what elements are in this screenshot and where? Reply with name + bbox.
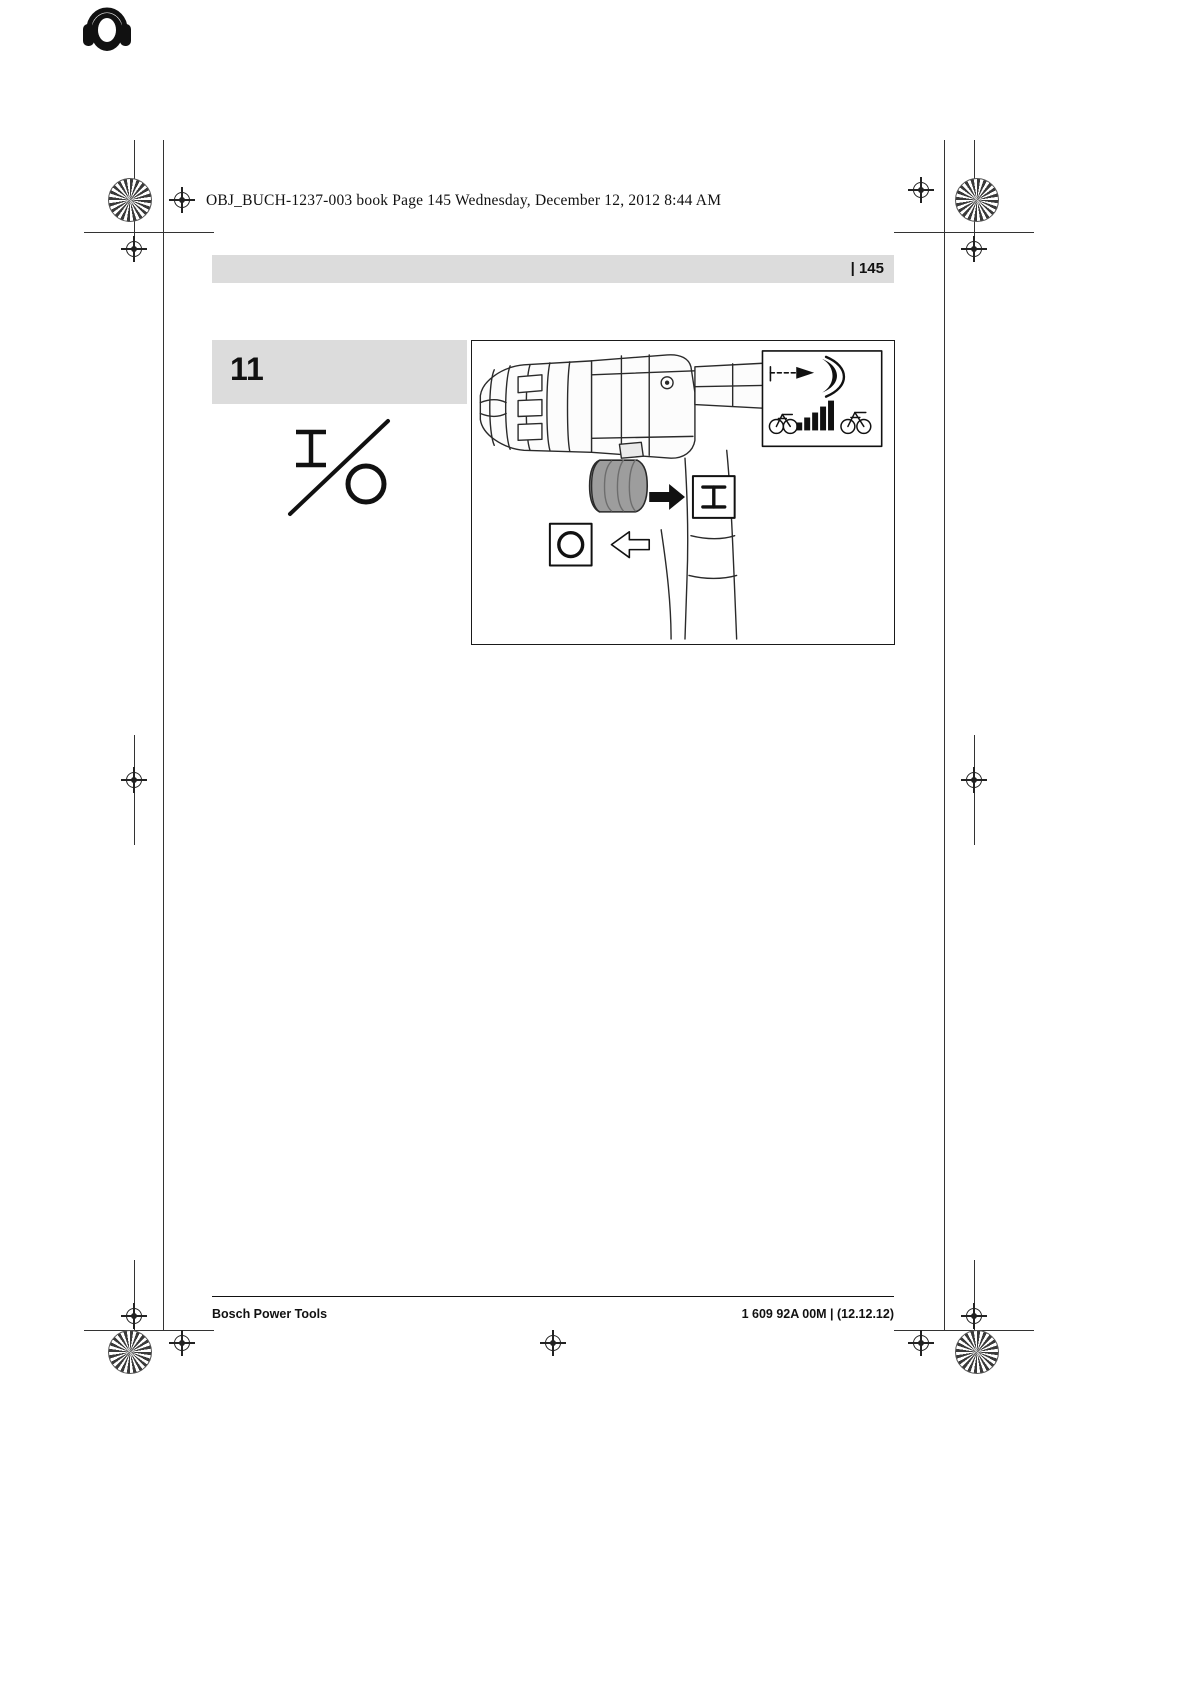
registration-mark	[121, 1303, 147, 1329]
crop-mark	[894, 232, 1034, 233]
figure-illustration-box	[471, 340, 895, 645]
registration-mark	[540, 1330, 566, 1356]
registration-mark	[108, 1330, 152, 1374]
on-off-switch-symbol	[284, 415, 404, 520]
registration-mark	[121, 236, 147, 262]
page-number: | 145	[850, 260, 884, 277]
registration-mark	[908, 177, 934, 203]
page-number-bar	[212, 255, 894, 283]
footer-rule	[212, 1296, 894, 1297]
crop-mark	[163, 140, 164, 1330]
ear-protection-icon	[78, 4, 136, 60]
registration-mark	[169, 1330, 195, 1356]
registration-mark	[169, 187, 195, 213]
registration-mark	[108, 178, 152, 222]
crop-mark	[944, 140, 945, 1330]
footer-left-text: Bosch Power Tools	[212, 1307, 328, 1321]
registration-mark	[961, 767, 987, 793]
registration-mark	[955, 1330, 999, 1374]
cordless-drill-direction-switch-illustration	[472, 341, 894, 644]
crop-mark	[84, 232, 214, 233]
figure-number: 11	[230, 351, 264, 387]
registration-mark	[955, 178, 999, 222]
footer-right-text: 1 609 92A 00M | (12.12.12)	[741, 1307, 894, 1321]
registration-mark	[908, 1330, 934, 1356]
file-slug-line: OBJ_BUCH-1237-003 book Page 145 Wednesday, December 12, 2012 8:44 AM	[206, 192, 722, 209]
figure-header-bar	[212, 340, 467, 404]
registration-mark	[961, 236, 987, 262]
registration-mark	[121, 767, 147, 793]
registration-mark	[961, 1303, 987, 1329]
